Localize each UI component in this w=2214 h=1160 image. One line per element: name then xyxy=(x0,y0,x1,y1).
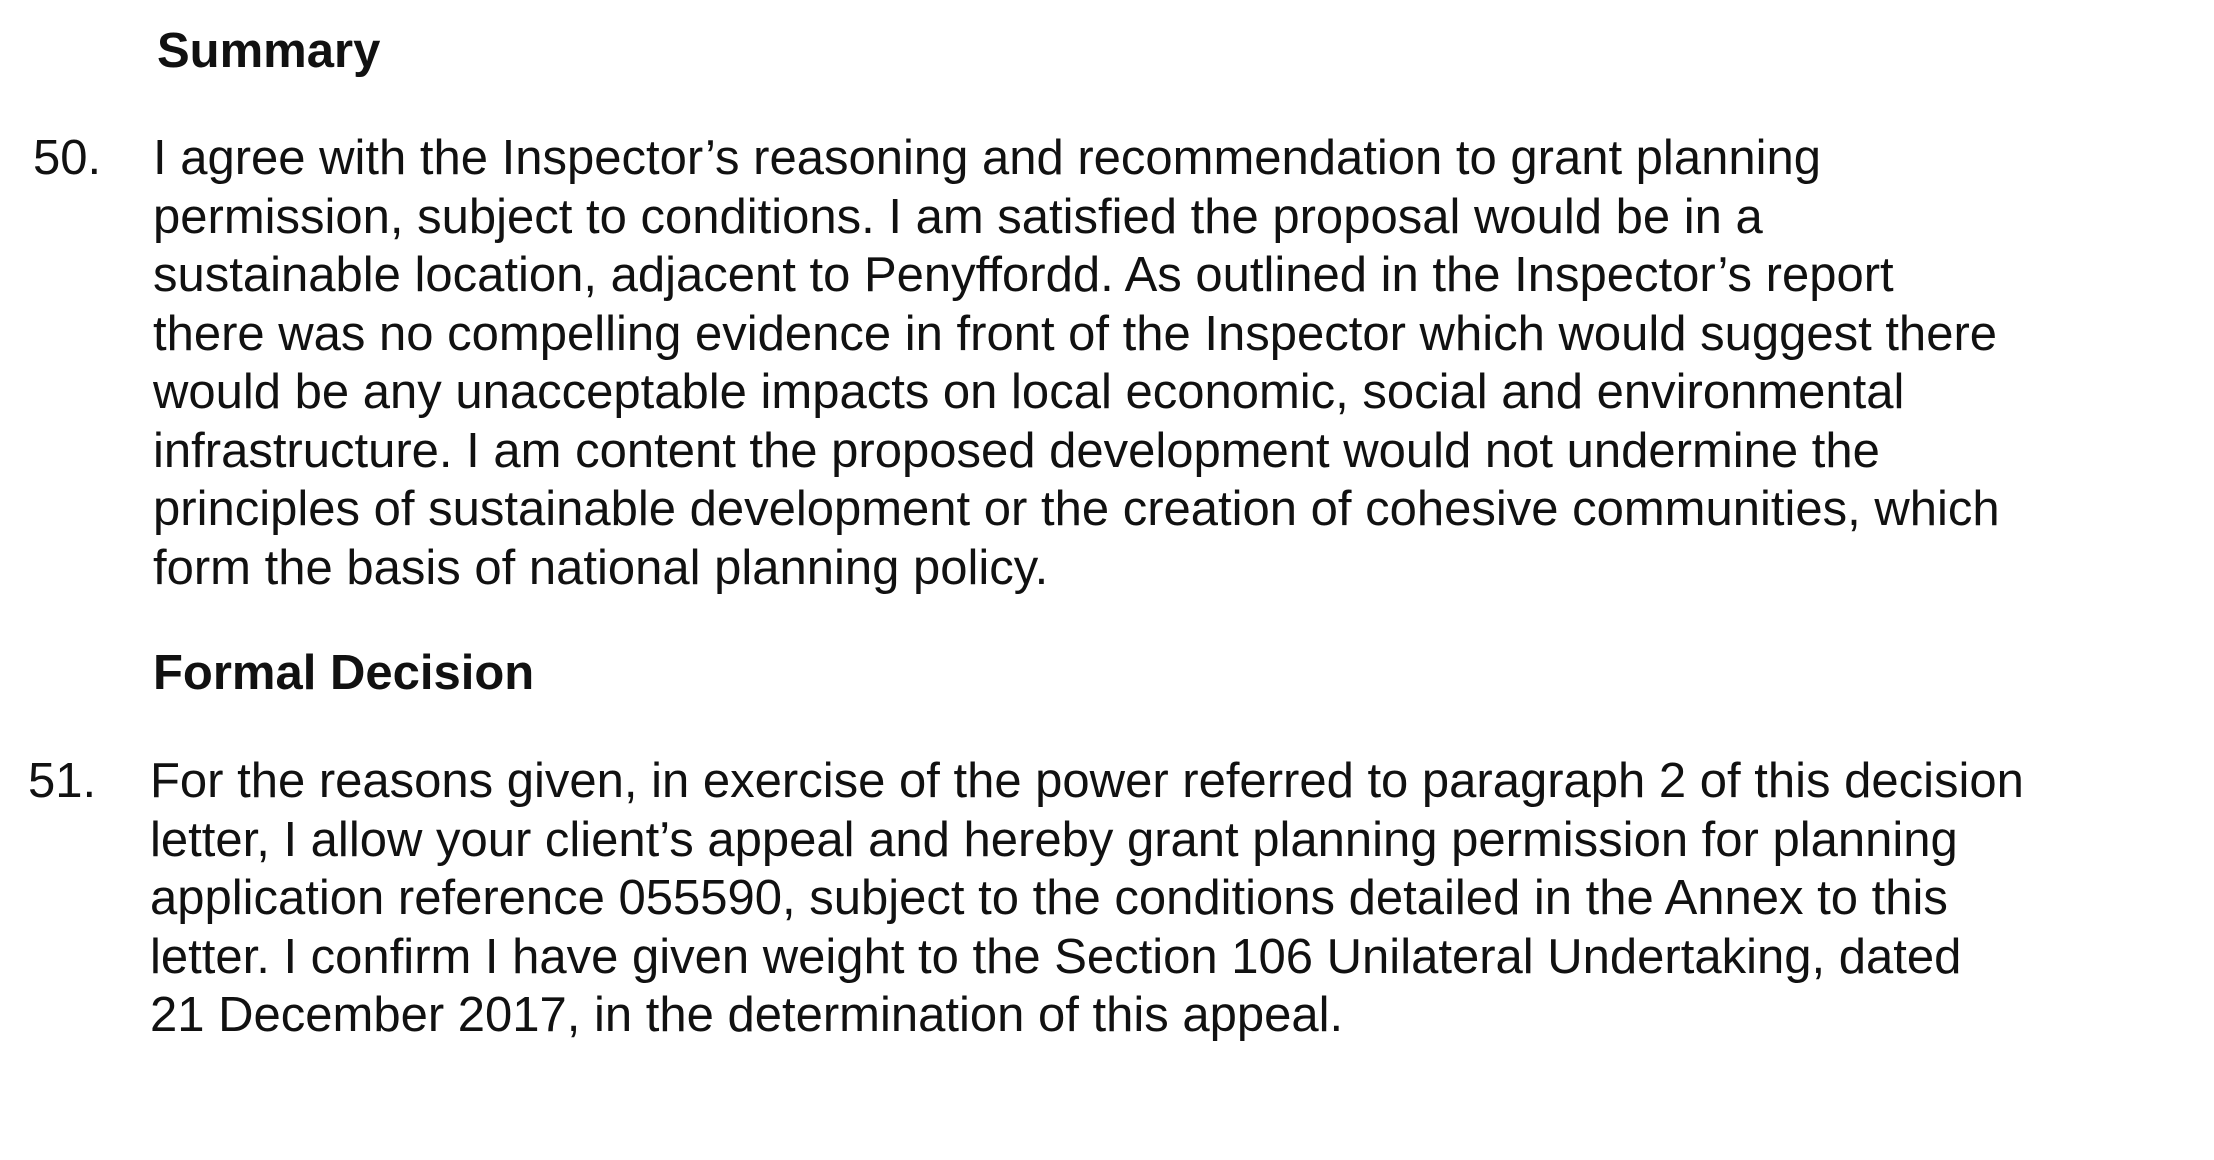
paragraph-line: principles of sustainable development or the creation of cohesive communities, which xyxy=(153,482,2000,536)
paragraph-line: sustainable location, adjacent to Penyffordd. As outlined in the Inspector’s report xyxy=(153,248,1894,302)
paragraph-line: permission, subject to conditions. I am satisfied the proposal would be in a xyxy=(153,189,1763,244)
paragraph-line: infrastructure. I am content the proposed development would not undermine the xyxy=(153,423,1880,478)
paragraph-line: letter. I confirm I have given weight to the Section 106 Unilateral Undertaking, dated xyxy=(150,929,1962,984)
paragraph-51-body xyxy=(150,752,2190,1045)
paragraph-number: 50. xyxy=(33,131,102,185)
paragraph-line: 21 December 2017, in the determination of this appeal. xyxy=(150,988,1344,1042)
paragraph-50-body xyxy=(153,129,2193,597)
paragraph-line: letter, I allow your client’s appeal and hereby grant planning permission for planning xyxy=(150,812,1958,867)
section-heading-formal-decision: Formal Decision xyxy=(153,646,535,700)
paragraph-number: 51. xyxy=(28,754,97,808)
paragraph-line: I agree with the Inspector’s reasoning and recommendation to grant planning xyxy=(153,131,1821,185)
paragraph-line: there was no compelling evidence in front of the Inspector which would suggest there xyxy=(153,306,1998,361)
paragraph-line: application reference 055590, subject to the conditions detailed in the Annex to this xyxy=(150,871,1948,925)
section-heading-summary: Summary xyxy=(157,24,381,78)
paragraph-line: form the basis of national planning policy. xyxy=(153,540,1049,595)
paragraph-line: For the reasons given, in exercise of the power referred to paragraph 2 of this decision xyxy=(150,754,2024,808)
paragraph-line: would be any unacceptable impacts on local economic, social and environmental xyxy=(153,365,1905,419)
